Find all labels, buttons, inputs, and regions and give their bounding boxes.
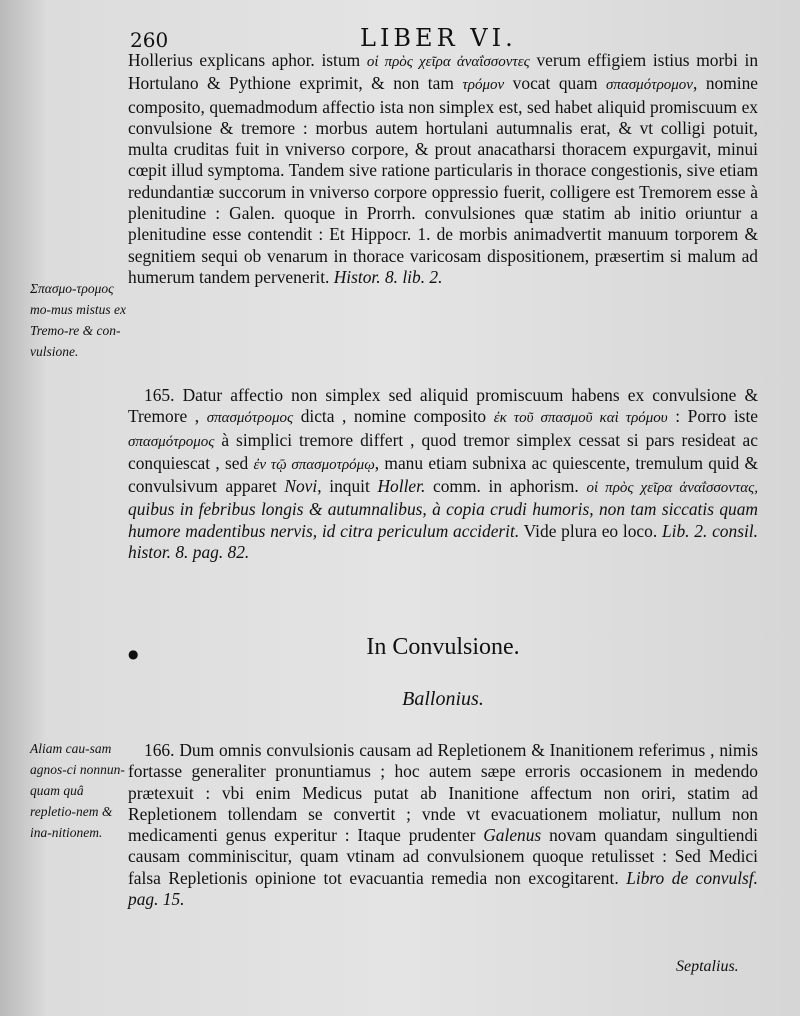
paragraph-number: 165. (144, 385, 175, 405)
citation: Libro de convulsf. pag. 15. (128, 867, 758, 910)
greek-phrase: οἱ πρὸς χεῖρα ἀναΐσσοντες (366, 54, 530, 70)
text-segment: dicta , nomine composito (300, 406, 487, 427)
text-segment: , manu etiam subnixa ac quiescente, tremulum quid & convulsivum apparet (128, 452, 759, 497)
greek-phrase: ἐκ τοῦ σπασμοῦ καὶ τρόμου (493, 410, 668, 427)
text-segment: Datur affectio non simplex sed aliquid promiscuum habens ex convulsione & Tremore , (128, 385, 758, 427)
paragraph-166 (128, 740, 758, 910)
citation: Lib. 2. consil. histor. 8. pag. 82. (128, 520, 758, 563)
text-segment: vocat quam (512, 73, 598, 94)
greek-phrase: σπασμότρομος (206, 410, 294, 427)
catchword: Septalius. (676, 958, 739, 975)
text-segment: Vide plura eo loco. (523, 520, 658, 541)
greek-phrase: οἱ πρὸς χεῖρα ἀναΐσσοντας, (586, 480, 758, 497)
greek-phrase: σπασμότρομον (606, 77, 693, 94)
page-header (122, 22, 762, 52)
paragraph-hollerius (128, 50, 758, 288)
citation: Histor. 8. lib. 2. (333, 266, 443, 287)
text-segment: , inquit (317, 476, 370, 497)
text-segment: à simplici tremore differt , quod tremor simplex cessat si pars resideat ac conquiescat , sed (128, 429, 758, 473)
margin-note-1: Σπασμο-τρομος mo-mus mistus ex Tremo-re & con-vulsione. (30, 281, 126, 359)
text-segment: Hollerius explicans aphor. istum (128, 50, 361, 70)
italic-quote: quibus in febribus longis & autumnalibus, à copia crudi humoris, non tam siccatis quam humore madentibus nervis, id citra periculum acciderit. (128, 499, 758, 541)
text-segment: novam quandam singultiendi causam comminiscitur, quam vtinam ad convulsionem quoque retulisset : Sed Medici falsa Repletionis opinione tot evacuantia remedia non excogitarent. (128, 825, 758, 888)
ink-dot: ● (128, 647, 139, 661)
author-heading: Ballonius. (402, 688, 484, 710)
greek-phrase: ἐν τῷ σπασμοτρόμῳ (253, 456, 375, 473)
paragraph-165 (128, 385, 758, 563)
text-segment: comm. in aphorism. (433, 476, 579, 497)
paragraph-number: 166. (144, 740, 175, 760)
text-segment: , nomine composito, quemadmodum affectio ista non simplex est, sed habet aliquid promiscuum ex convulsione & tremore : morbus autem hortulani autumnalis erat, & vt colligi potuit, multa cruditas fuit in vniverso corpore, & prout anacatharsi thoracem expurgavit, minui cœpit illud symptoma. Tandem sive ratione particularis in thorace congestionis, sive etiam redundantiæ succorum in vniverso corpore oppressio fuerit, colligere est Tremorem esse à plenitudine : Galen. quoque in Prorrh. convulsiones quæ statim ab initio oriuntur a plenitudine esse contendit : Et Hippocr. 1. de morbis animadvertit manuum torporem & segnitiem sequi ob venarum in thorace varicosam dispositionem, præsertim si malum ad humerum tandem pervenerit. (128, 73, 758, 287)
text-segment: : Porro iste (675, 406, 758, 427)
text-segment: Dum omnis convulsionis causam ad Repletionem & Inanitionem referimus , nimis fortasse generaliter pronuntiamus ; hoc autem sæpe erroris occasionem in medendo prætexuit : vbi enim Medicus putat ab Inanitione affectum non oriri, statim ad Repletionem tollendam se convertit ; vnde vt evacuationem moliatur, nullum non medicamenti genus experitur : Itaque prudenter (128, 740, 758, 846)
italic-word: Holler. (377, 476, 426, 497)
italic-word: Novi (284, 476, 318, 497)
greek-phrase: τρόμον (462, 77, 505, 94)
section-heading: In Convulsione. (366, 634, 520, 660)
text-segment: verum effigiem istius morbi in Hortulano & Pythione exprimit, & non tam (128, 50, 759, 94)
page-number: 260 (130, 28, 169, 52)
greek-phrase: σπασμότρομος (128, 433, 215, 450)
margin-note-2: Aliam cau-sam agnos-ci nonnun-quam quâ repletio-nem & ina-nitionem. (30, 741, 125, 840)
italic-word: Galenus (483, 825, 542, 846)
running-title: LIBER VI. (360, 24, 517, 52)
